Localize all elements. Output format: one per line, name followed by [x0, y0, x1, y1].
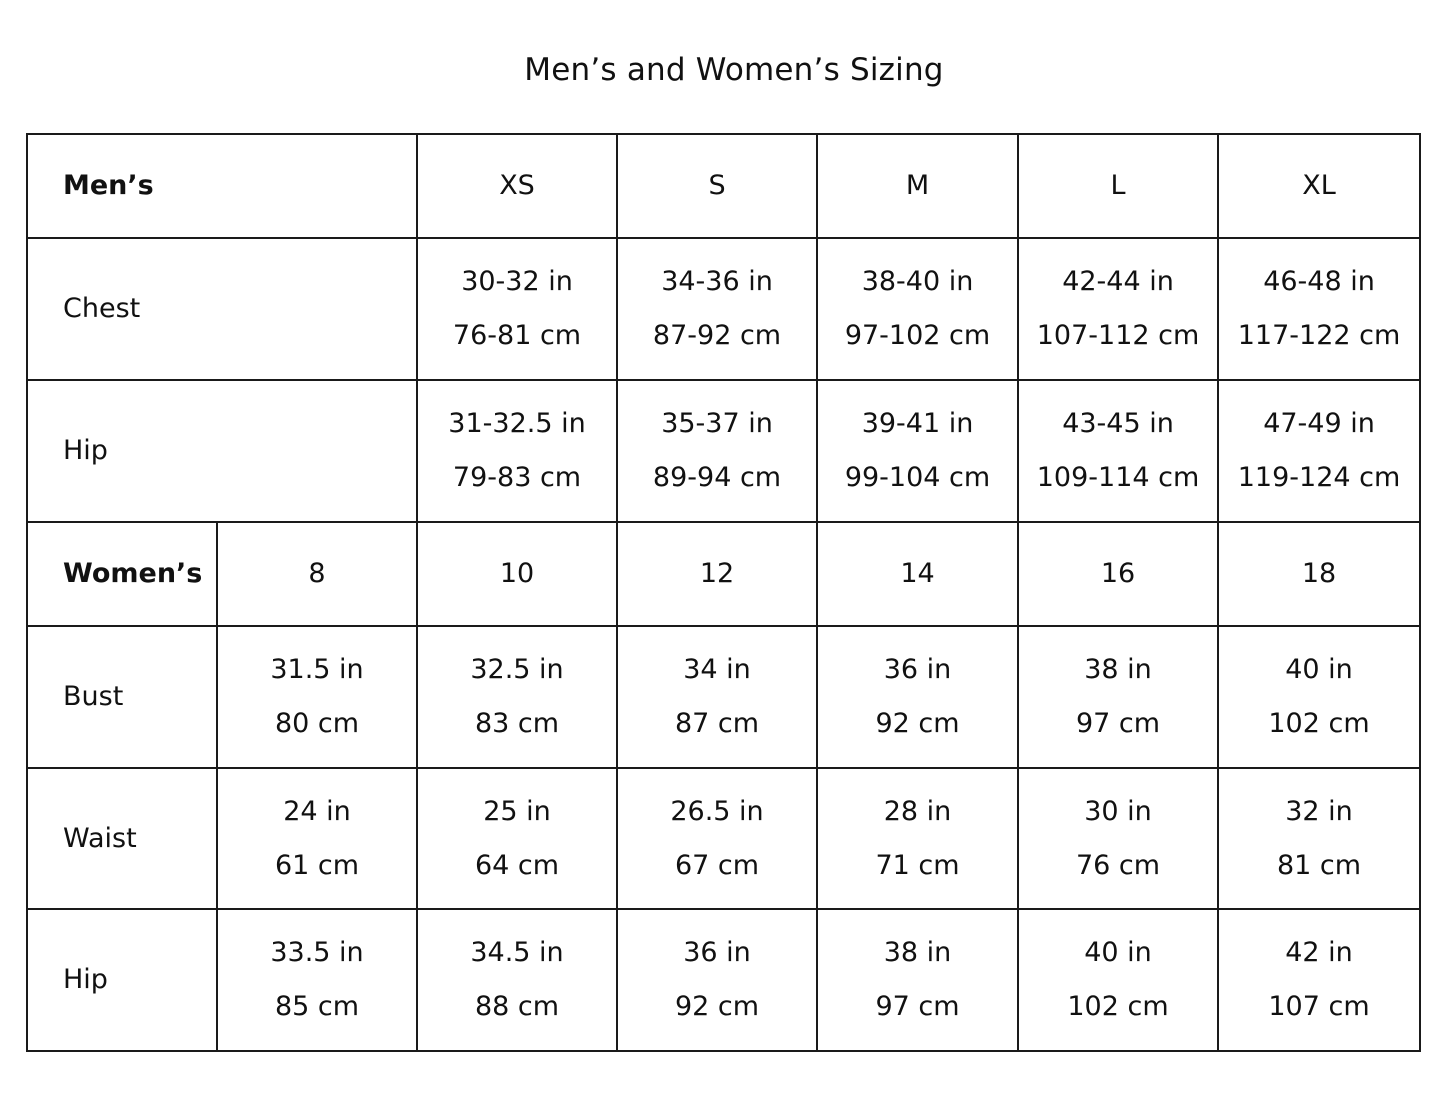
sizing-table: [26, 133, 1421, 1052]
inch-value: 34.5 in: [470, 937, 564, 969]
measurement-cell: [1218, 909, 1420, 1051]
inch-value: 31-32.5 in: [448, 407, 586, 439]
mens-size-header: M: [817, 134, 1018, 238]
cm-value: 92 cm: [674, 991, 760, 1023]
inch-value: 25 in: [483, 795, 551, 827]
cm-value: 64 cm: [474, 849, 560, 881]
cm-value: 97 cm: [1075, 707, 1161, 739]
inch-value: 35-37 in: [661, 407, 773, 439]
inch-value: 42-44 in: [1062, 266, 1174, 298]
inch-value: 47-49 in: [1263, 407, 1375, 439]
inch-value: 39-41 in: [861, 407, 974, 439]
inch-value: 31.5 in: [270, 653, 364, 685]
row-label: Waist: [27, 768, 217, 910]
mens-size-header: XS: [417, 134, 617, 238]
cm-value: 67 cm: [674, 849, 760, 881]
inch-value: 26.5 in: [670, 795, 764, 827]
cm-value: 97 cm: [875, 991, 960, 1023]
measurement-cell: [1018, 768, 1218, 910]
measurement-cell: [617, 380, 817, 522]
cm-value: 81 cm: [1276, 849, 1362, 881]
cm-value: 71 cm: [875, 849, 960, 881]
cm-value: 99-104 cm: [844, 461, 991, 493]
inch-value: 30 in: [1084, 795, 1152, 827]
inch-value: 28 in: [883, 795, 952, 827]
cm-value: 76 cm: [1075, 849, 1161, 881]
measurement-cell: [1218, 626, 1420, 768]
measurement-cell: [1018, 380, 1218, 522]
womens-size-header: 18: [1218, 522, 1420, 626]
measurement-cell: [217, 768, 417, 910]
mens-size-header: S: [617, 134, 817, 238]
cm-value: 79-83 cm: [452, 461, 582, 493]
cm-value: 107 cm: [1268, 991, 1370, 1023]
cm-value: 89-94 cm: [652, 461, 782, 493]
cm-value: 61 cm: [274, 849, 360, 881]
womens-bust-row: [27, 626, 1420, 768]
inch-value: 43-45 in: [1062, 407, 1174, 439]
inch-value: 30-32 in: [461, 266, 573, 298]
measurement-cell: [1218, 768, 1420, 910]
womens-section-label: Women’s: [27, 522, 217, 626]
inch-value: 38 in: [1084, 653, 1152, 685]
measurement-cell: [217, 626, 417, 768]
measurement-cell: [417, 626, 617, 768]
womens-header-row: [27, 522, 1420, 626]
womens-hip-row: [27, 909, 1420, 1051]
cm-value: 97-102 cm: [844, 320, 991, 352]
row-label: Chest: [27, 238, 417, 380]
inch-value: 34 in: [683, 653, 751, 685]
measurement-cell: [817, 380, 1018, 522]
measurement-cell: [1018, 909, 1218, 1051]
page-title: Men’s and Women’s Sizing: [524, 52, 944, 88]
inch-value: 34-36 in: [661, 266, 773, 298]
measurement-cell: [617, 909, 817, 1051]
row-label: Hip: [27, 380, 417, 522]
womens-size-header: 12: [617, 522, 817, 626]
measurement-cell: [817, 909, 1018, 1051]
inch-value: 38 in: [883, 937, 952, 969]
row-label: Bust: [27, 626, 217, 768]
measurement-cell: [817, 626, 1018, 768]
inch-value: 32.5 in: [470, 653, 564, 685]
cm-value: 102 cm: [1268, 707, 1370, 739]
inch-value: 36 in: [883, 653, 952, 685]
measurement-cell: [617, 626, 817, 768]
mens-section-label: Men’s: [27, 134, 417, 238]
womens-size-header: 16: [1018, 522, 1218, 626]
cm-value: 83 cm: [474, 707, 560, 739]
inch-value: 33.5 in: [270, 937, 364, 969]
cm-value: 102 cm: [1067, 991, 1169, 1023]
inch-value: 40 in: [1084, 937, 1152, 969]
measurement-cell: [617, 238, 817, 380]
inch-value: 46-48 in: [1263, 266, 1375, 298]
cm-value: 80 cm: [274, 707, 360, 739]
measurement-cell: [1018, 238, 1218, 380]
measurement-cell: [417, 768, 617, 910]
cm-value: 109-114 cm: [1036, 461, 1200, 493]
womens-waist-row: [27, 768, 1420, 910]
inch-value: 38-40 in: [861, 266, 974, 298]
measurement-cell: [217, 909, 417, 1051]
measurement-cell: [417, 238, 617, 380]
cm-value: 92 cm: [875, 707, 960, 739]
measurement-cell: [1218, 238, 1420, 380]
inch-value: 42 in: [1285, 937, 1353, 969]
inch-value: 40 in: [1285, 653, 1353, 685]
inch-value: 36 in: [683, 937, 751, 969]
measurement-cell: [817, 768, 1018, 910]
measurement-cell: [417, 380, 617, 522]
womens-size-header: 14: [817, 522, 1018, 626]
cm-value: 117-122 cm: [1237, 320, 1401, 352]
measurement-cell: [1218, 380, 1420, 522]
cm-value: 85 cm: [274, 991, 360, 1023]
cm-value: 88 cm: [474, 991, 560, 1023]
inch-value: 32 in: [1285, 795, 1353, 827]
womens-size-header: 8: [217, 522, 417, 626]
mens-header-row: [27, 134, 1420, 238]
inch-value: 24 in: [283, 795, 351, 827]
mens-hip-row: [27, 380, 1420, 522]
womens-size-header: 10: [417, 522, 617, 626]
cm-value: 87-92 cm: [652, 320, 782, 352]
cm-value: 76-81 cm: [452, 320, 582, 352]
cm-value: 119-124 cm: [1237, 461, 1401, 493]
measurement-cell: [417, 909, 617, 1051]
mens-chest-row: [27, 238, 1420, 380]
measurement-cell: [617, 768, 817, 910]
mens-size-header: XL: [1218, 134, 1420, 238]
row-label: Hip: [27, 909, 217, 1051]
mens-size-header: L: [1018, 134, 1218, 238]
cm-value: 87 cm: [674, 707, 760, 739]
cm-value: 107-112 cm: [1036, 320, 1200, 352]
measurement-cell: [1018, 626, 1218, 768]
measurement-cell: [817, 238, 1018, 380]
